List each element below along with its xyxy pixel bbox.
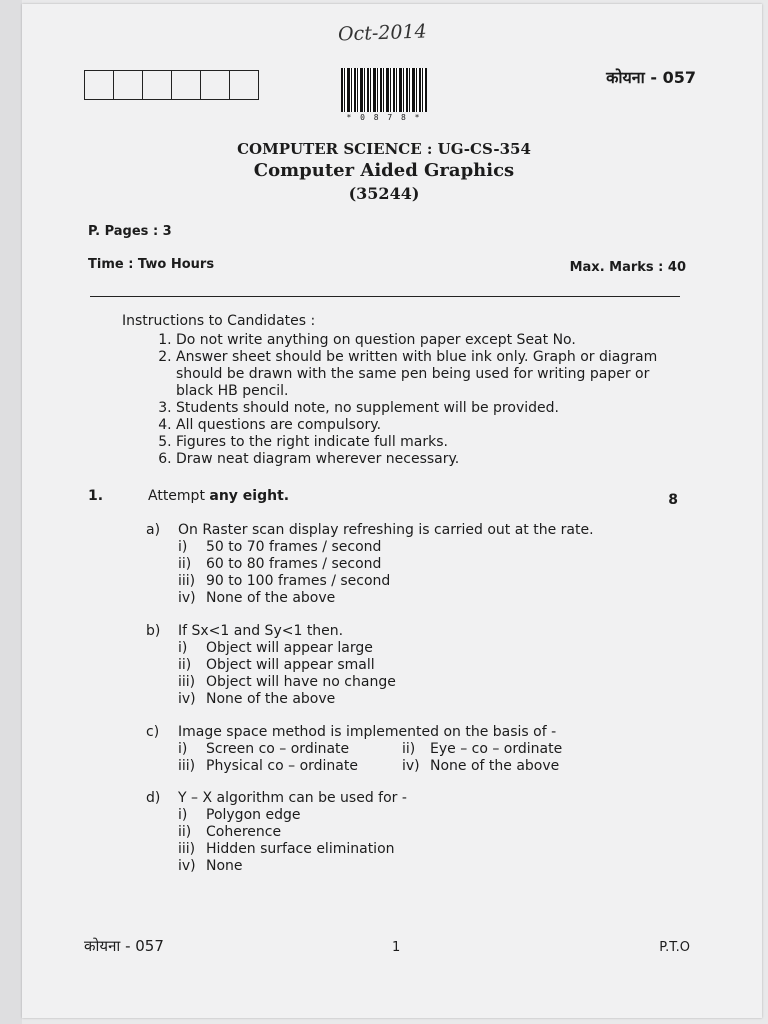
option-text: Object will appear large [206,640,373,656]
part-text: Image space method is implemented on the basis of - [178,724,557,740]
option-text: None of the above [430,758,560,774]
barcode [341,68,427,122]
divider [90,296,680,297]
instruction-item: 6. Draw neat diagram wherever necessary. [176,451,662,468]
barcode-bars [341,68,427,112]
option-text: Object will have no change [206,674,396,690]
mcq-c [146,724,646,775]
option-roman: iii) [178,758,196,774]
instruction-item: 2. Answer sheet should be written with blue ink only. Graph or diagram should be drawn with the same pen being used for writing paper or black HB pencil. [176,349,662,400]
options [178,539,646,607]
part-text: Y – X algorithm can be used for - [178,790,407,806]
paper-title: Computer Aided Graphics [253,160,515,181]
option-text: None [206,858,243,874]
part-text: If Sx<1 and Sy<1 then. [178,623,344,639]
seat-box [172,71,201,99]
instructions-list [122,332,662,468]
option-text: 50 to 70 frames / second [206,539,382,555]
option-roman: iii) [178,573,196,589]
option-roman: iv) [402,758,420,774]
instruction-item: 4. All questions are compulsory. [176,417,662,434]
option-roman: iv) [178,691,196,707]
option-text: None of the above [206,590,336,606]
options [178,741,646,775]
seat-box [230,71,258,99]
handwritten-date: Oct-2014 [337,20,427,46]
part-label: c) [146,724,160,740]
option-roman: iv) [178,590,196,606]
instruction-item: 3. Students should note, no supplement will be provided. [176,400,662,417]
time-allowed: Time : Two Hours [88,257,215,272]
seat-number-boxes [84,70,259,100]
options [178,640,646,708]
instructions [122,313,662,468]
option-text: Hidden surface elimination [206,841,395,857]
option-roman: i) [178,741,188,757]
seat-box [114,71,143,99]
barcode-number: * 0 8 7 8 * [346,113,422,122]
part-label: d) [146,790,161,806]
seat-box [201,71,230,99]
options [178,807,646,875]
option-text: Coherence [206,824,282,840]
option-text: 90 to 100 frames / second [206,573,391,589]
option-text: Screen co – ordinate [206,741,350,757]
option-text: Physical co – ordinate [206,758,358,774]
mcq-b [146,623,646,708]
option-roman: iii) [178,674,196,690]
question-text-prefix: Attempt [148,488,210,504]
instructions-heading: Instructions to Candidates : [122,313,316,329]
question-marks: 8 [668,492,678,508]
option-roman: ii) [402,741,416,757]
question-number: 1. [88,488,104,504]
mcq-d [146,790,646,875]
instruction-item: 1. Do not write anything on question paper except Seat No. [176,332,662,349]
page-number: 1 [392,940,401,955]
option-text: Object will appear small [206,657,375,673]
part-label: b) [146,623,161,639]
option-text: 60 to 80 frames / second [206,556,382,572]
option-roman: ii) [178,556,192,572]
question-text [148,488,289,504]
page-count: P. Pages : 3 [88,224,172,239]
max-marks: Max. Marks : 40 [569,260,686,275]
option-roman: iv) [178,858,196,874]
option-text: None of the above [206,691,336,707]
question-text-bold: any eight. [209,488,290,504]
option-roman: ii) [178,824,192,840]
part-label: a) [146,522,161,538]
option-text: Eye – co – ordinate [430,741,563,757]
paper-code: कोयना - 057 [606,68,696,87]
mcq-a [146,522,646,607]
instruction-item: 5. Figures to the right indicate full marks. [176,434,662,451]
part-text: On Raster scan display refreshing is carried out at the rate. [178,522,594,538]
footer-paper-code: कोयना - 057 [84,937,164,955]
option-text: Polygon edge [206,807,301,823]
option-roman: i) [178,539,188,555]
option-roman: iii) [178,841,196,857]
subject-line: COMPUTER SCIENCE : UG-CS-354 [237,140,531,158]
seat-box [143,71,172,99]
option-roman: i) [178,640,188,656]
seat-box [85,71,114,99]
option-roman: ii) [178,657,192,673]
option-roman: i) [178,807,188,823]
paper-number: (35244) [348,184,420,203]
please-turn-over: P.T.O [659,940,690,955]
